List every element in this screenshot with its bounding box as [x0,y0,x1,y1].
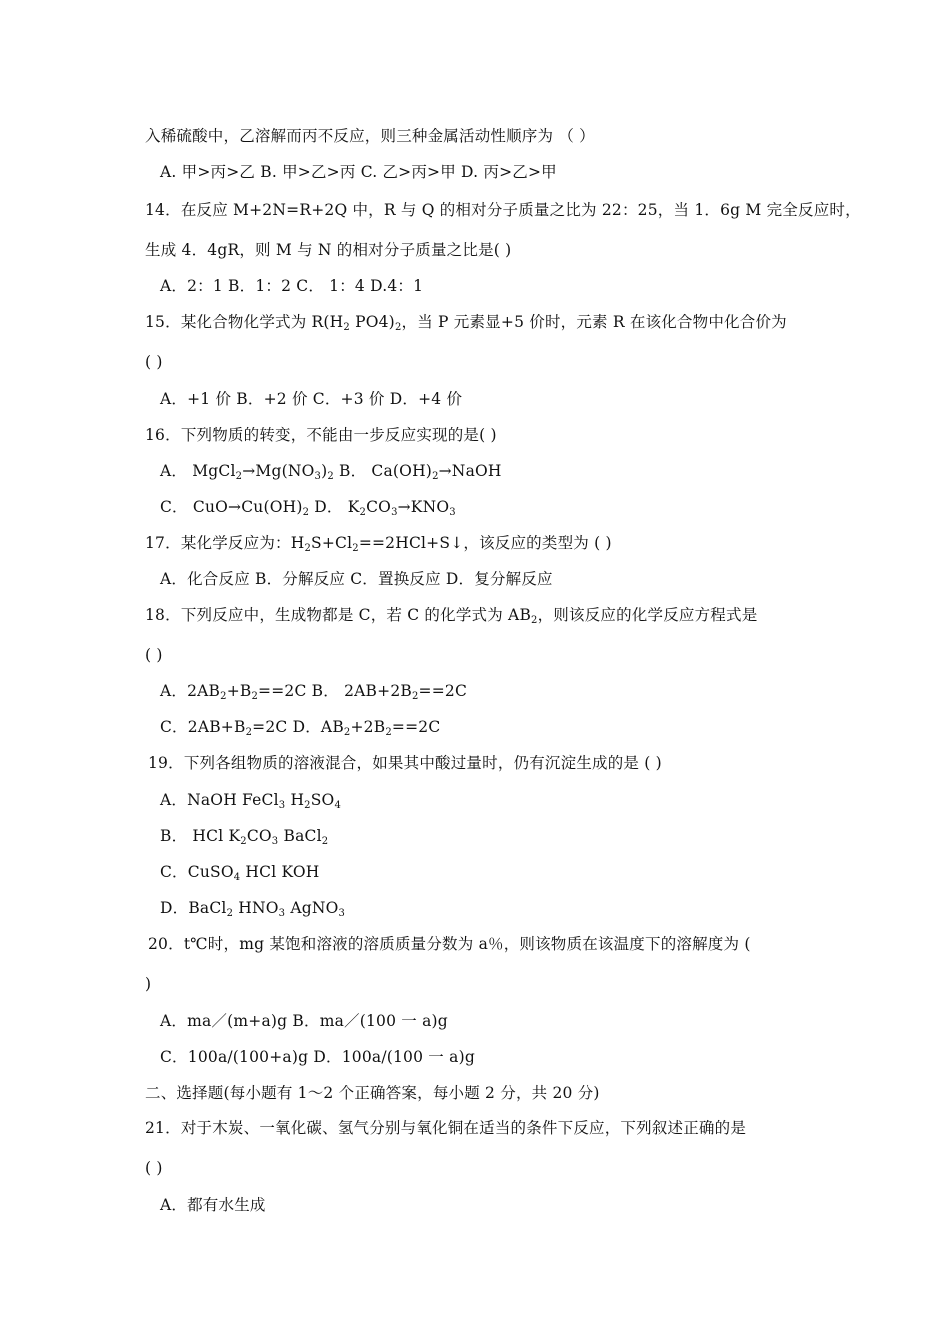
q20-options-ab: A．ma／(m+a)g B．ma／(100 一 a)g [160,1012,448,1030]
section-heading: 二、选择题(每小题有 1～2 个正确答案，每小题 2 分，共 20 分) [145,1084,600,1102]
q16-stem: 16．下列物质的转变，不能由一步反应实现的是( ) [145,426,497,444]
q21-option-a: A．都有水生成 [160,1196,266,1214]
q20-stem-line1: 20．t℃时，mg 某饱和溶液的溶质质量分数为 a％，则该物质在该温度下的溶解度为 ( [148,935,751,953]
q14-options: A．2：1 B．1：2 C． 1：4 D.4：1 [160,277,424,295]
q13-options: A. 甲>丙>乙 B. 甲>乙>丙 C. 乙>丙>甲 D. 丙>乙>甲 [160,163,557,181]
q18-stem-line1: 18．下列反应中，生成物都是 C，若 C 的化学式为 $AB_2$，则该反应的化学反应方程式是 [145,606,758,626]
q19-option-c: C．CuSO$_4$ HCl KOH [160,863,320,883]
q21-answer-bracket: ( ) [145,1159,163,1177]
q19-option-a: A．NaOH FeCl$_3$ $H_2SO_4$ [160,791,342,811]
q18-answer-bracket: ( ) [145,646,163,664]
q19-stem: 19．下列各组物质的溶液混合，如果其中酸过量时，仍有沉淀生成的是 ( ) [148,754,662,772]
q17-stem: 17．某化学反应为：$H_2S+Cl_2==2HCl+S↓$，该反应的类型为 ( ) [145,534,612,554]
q18-options-ab: A．$2AB_2+B_2==2C$ B． $2AB+2B_2==2C$ [160,682,468,702]
q17-options: A．化合反应 B．分解反应 C．置换反应 D．复分解反应 [160,570,553,588]
q16-options-cd: C． $CuO\to Cu(OH)_2$ D． $K_2CO_3\to KNO_3$ [160,498,456,518]
q20-options-cd: C．100a/(100+a)g D．100a/(100 一 a)g [160,1048,475,1066]
q14-stem-line2: 生成 4．4gR，则 M 与 N 的相对分子质量之比是( ) [145,241,512,259]
q15-stem-line1: 15．某化合物化学式为 $R(H_2$ $PO4)_2$，当 P 元素显+5 价时，元素 R 在该化合物中化合价为 [145,313,787,333]
q19-option-d: D．BaCl$_2$ $HNO_3$ AgNO$_3$ [160,899,346,919]
q15-options: A．+1 价 B．+2 价 C．+3 价 D．+4 价 [160,390,463,408]
q20-stem-line2: ) [145,975,152,993]
q21-stem-line1: 21．对于木炭、一氧化碳、氢气分别与氧化铜在适当的条件下反应，下列叙述正确的是 [145,1119,747,1137]
q14-stem-line1: 14．在反应 M+2N=R+2Q 中，R 与 Q 的相对分子质量之比为 22：25，当 1．6g M 完全反应时， [145,201,861,219]
q19-option-b: B． HCl $K_2CO_3$ BaCl$_2$ [160,827,329,847]
q13-stem-tail: 入稀硫酸中，乙溶解而丙不反应，则三种金属活动性顺序为 （ ） [145,127,595,145]
q16-options-ab: A． $MgCl_2\to Mg(NO_3)_2$ B． $Ca(OH)_2\to NaOH$ [160,462,502,482]
q15-answer-bracket: ( ) [145,353,163,371]
q18-options-cd: C．$2AB+B_2=2C$ D．$AB_2+2B_2==2C$ [160,718,441,738]
